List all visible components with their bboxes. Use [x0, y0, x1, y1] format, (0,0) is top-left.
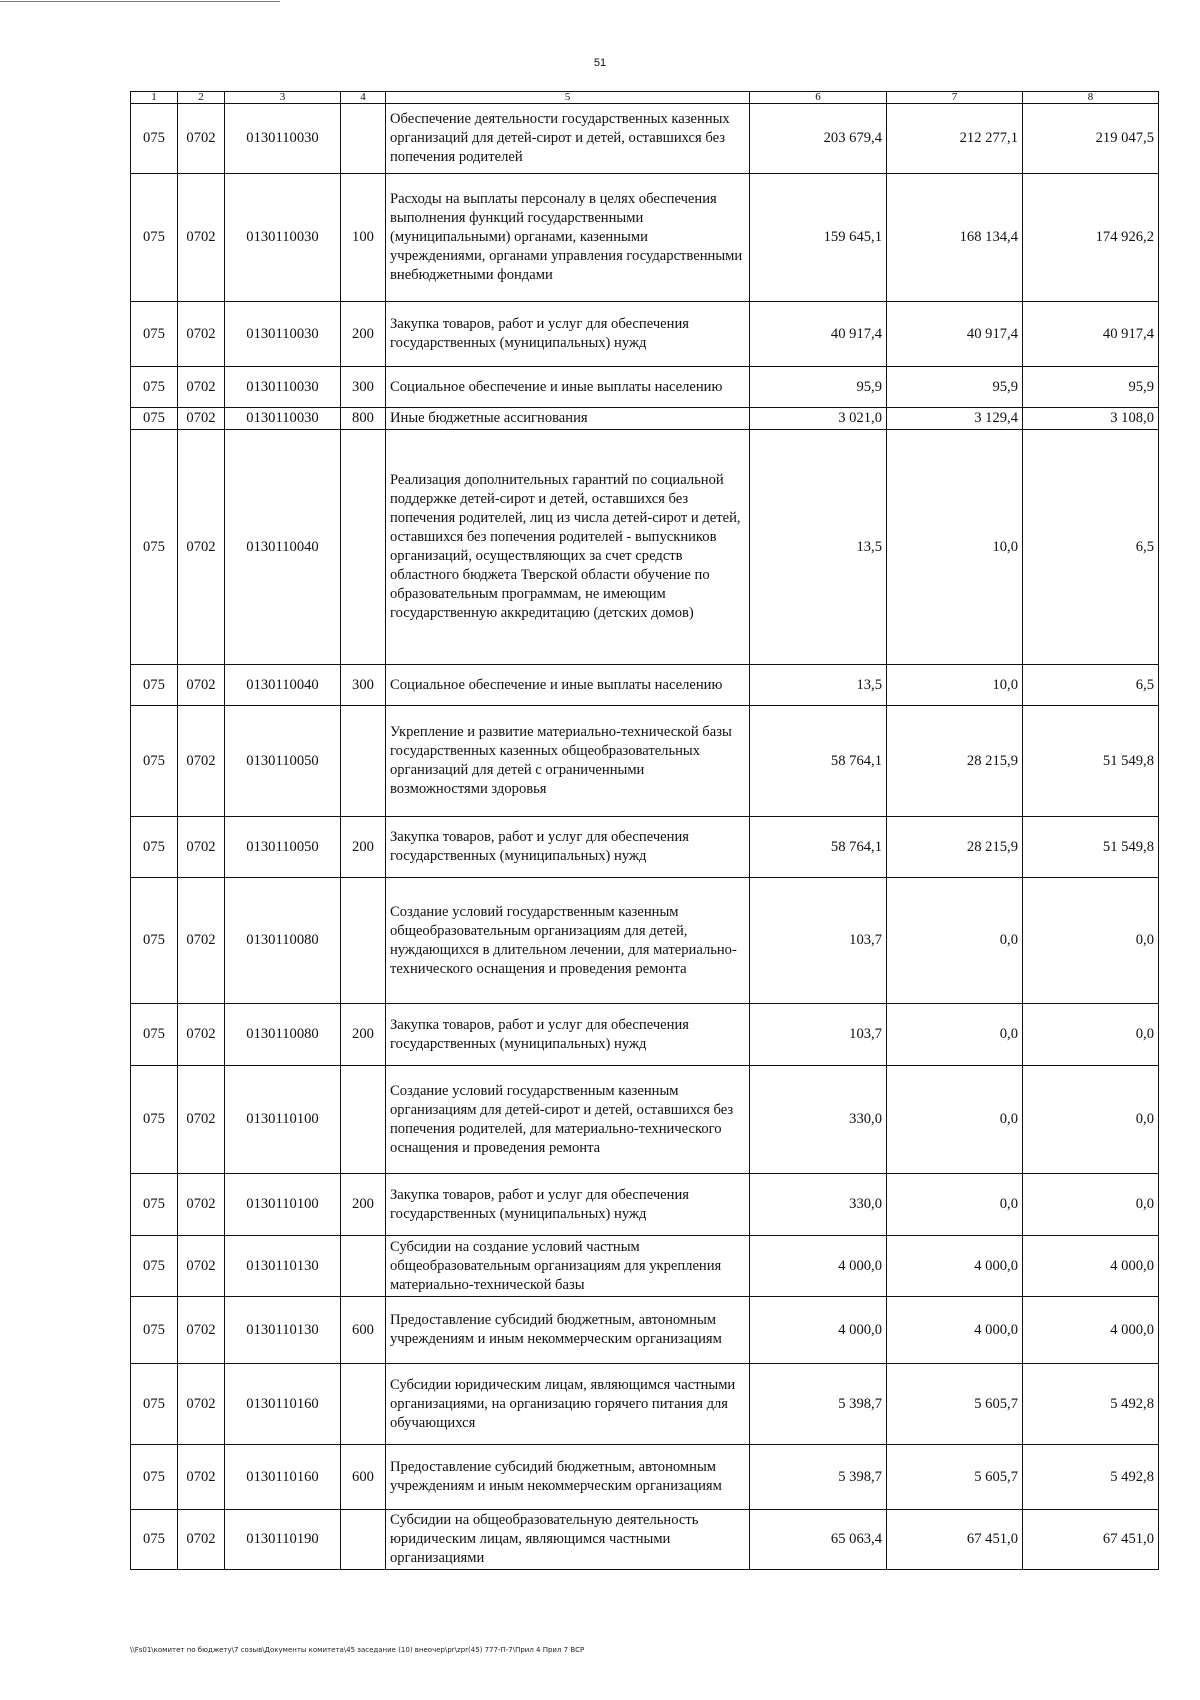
cell-admin-code: 075 [131, 1297, 178, 1364]
table-row [131, 1236, 1159, 1297]
header-row [131, 92, 1159, 104]
cell-admin-code: 075 [131, 1066, 178, 1174]
cell-section-code: 0702 [178, 878, 225, 1004]
cell-target-code: 0130110100 [225, 1066, 341, 1174]
cell-target-code: 0130110040 [225, 665, 341, 706]
cell-amount-year2: 95,9 [887, 367, 1023, 408]
cell-amount-year2: 28 215,9 [887, 817, 1023, 878]
cell-target-code: 0130110030 [225, 367, 341, 408]
cell-amount-year1: 13,5 [750, 665, 887, 706]
table-row [131, 1510, 1159, 1570]
cell-expense-type [341, 104, 386, 174]
table-row [131, 302, 1159, 367]
cell-expense-type: 200 [341, 302, 386, 367]
cell-section-code: 0702 [178, 1364, 225, 1445]
cell-target-code: 0130110080 [225, 878, 341, 1004]
cell-amount-year3: 0,0 [1023, 1066, 1159, 1174]
cell-description: Иные бюджетные ассигнования [386, 408, 750, 430]
cell-admin-code: 075 [131, 1004, 178, 1066]
cell-section-code: 0702 [178, 104, 225, 174]
cell-amount-year1: 4 000,0 [750, 1236, 887, 1297]
cell-amount-year1: 58 764,1 [750, 817, 887, 878]
cell-amount-year3: 5 492,8 [1023, 1445, 1159, 1510]
cell-description: Закупка товаров, работ и услуг для обеспечения государственных (муниципальных) нужд [386, 1174, 750, 1236]
cell-target-code: 0130110030 [225, 302, 341, 367]
cell-amount-year2: 0,0 [887, 878, 1023, 1004]
cell-section-code: 0702 [178, 430, 225, 665]
cell-amount-year2: 4 000,0 [887, 1236, 1023, 1297]
table-row [131, 817, 1159, 878]
cell-amount-year2: 0,0 [887, 1174, 1023, 1236]
cell-target-code: 0130110190 [225, 1510, 341, 1570]
file-path-footer: \\Fs01\комитет по бюджету\7 созыв\Документы комитета\45 заседание (10) внеочер\pr\zpr(45) 777-П-7\Прил 4 Прил 7 ВСР [130, 1646, 585, 1654]
cell-amount-year1: 3 021,0 [750, 408, 887, 430]
col-header-5: 5 [386, 92, 750, 104]
cell-amount-year1: 40 917,4 [750, 302, 887, 367]
table-row [131, 1066, 1159, 1174]
cell-expense-type [341, 1364, 386, 1445]
cell-amount-year1: 5 398,7 [750, 1445, 887, 1510]
cell-description: Социальное обеспечение и иные выплаты населению [386, 367, 750, 408]
cell-amount-year3: 95,9 [1023, 367, 1159, 408]
cell-description: Субсидии на создание условий частным общеобразовательным организациям для укрепления материально-технической базы [386, 1236, 750, 1297]
cell-admin-code: 075 [131, 430, 178, 665]
cell-target-code: 0130110130 [225, 1297, 341, 1364]
cell-target-code: 0130110130 [225, 1236, 341, 1297]
cell-section-code: 0702 [178, 408, 225, 430]
cell-expense-type: 200 [341, 1004, 386, 1066]
cell-description: Предоставление субсидий бюджетным, автономным учреждениям и иным некоммерческим организациям [386, 1297, 750, 1364]
cell-amount-year1: 330,0 [750, 1066, 887, 1174]
cell-amount-year3: 0,0 [1023, 1174, 1159, 1236]
cell-expense-type [341, 878, 386, 1004]
cell-admin-code: 075 [131, 104, 178, 174]
cell-amount-year3: 67 451,0 [1023, 1510, 1159, 1570]
cell-admin-code: 075 [131, 1510, 178, 1570]
cell-admin-code: 075 [131, 1364, 178, 1445]
table-row [131, 408, 1159, 430]
cell-amount-year3: 51 549,8 [1023, 817, 1159, 878]
page-number: 51 [593, 57, 607, 69]
cell-amount-year3: 0,0 [1023, 878, 1159, 1004]
cell-section-code: 0702 [178, 1174, 225, 1236]
cell-expense-type: 800 [341, 408, 386, 430]
cell-amount-year3: 4 000,0 [1023, 1297, 1159, 1364]
cell-description: Субсидии юридическим лицам, являющимся частными организациями, на организацию горячего питания для обучающихся [386, 1364, 750, 1445]
cell-amount-year1: 65 063,4 [750, 1510, 887, 1570]
cell-target-code: 0130110160 [225, 1364, 341, 1445]
cell-admin-code: 075 [131, 408, 178, 430]
cell-amount-year2: 212 277,1 [887, 104, 1023, 174]
cell-amount-year3: 3 108,0 [1023, 408, 1159, 430]
cell-description: Создание условий государственным казенным общеобразовательным организациям для детей, нуждающихся в длительном лечении, для материально-технического оснащения и проведения ремонта [386, 878, 750, 1004]
cell-amount-year1: 95,9 [750, 367, 887, 408]
cell-amount-year3: 219 047,5 [1023, 104, 1159, 174]
cell-expense-type: 200 [341, 1174, 386, 1236]
cell-section-code: 0702 [178, 174, 225, 302]
cell-amount-year1: 58 764,1 [750, 706, 887, 817]
cell-target-code: 0130110030 [225, 174, 341, 302]
col-header-6: 6 [750, 92, 887, 104]
col-header-4: 4 [341, 92, 386, 104]
table-row [131, 1445, 1159, 1510]
cell-description: Закупка товаров, работ и услуг для обеспечения государственных (муниципальных) нужд [386, 1004, 750, 1066]
cell-expense-type: 100 [341, 174, 386, 302]
cell-target-code: 0130110100 [225, 1174, 341, 1236]
col-header-8: 8 [1023, 92, 1159, 104]
cell-section-code: 0702 [178, 706, 225, 817]
cell-section-code: 0702 [178, 1066, 225, 1174]
cell-amount-year2: 5 605,7 [887, 1364, 1023, 1445]
cell-amount-year2: 10,0 [887, 665, 1023, 706]
cell-expense-type: 300 [341, 367, 386, 408]
cell-admin-code: 075 [131, 1445, 178, 1510]
cell-amount-year3: 0,0 [1023, 1004, 1159, 1066]
cell-target-code: 0130110050 [225, 817, 341, 878]
table-row [131, 104, 1159, 174]
cell-expense-type: 200 [341, 817, 386, 878]
table-row [131, 367, 1159, 408]
cell-section-code: 0702 [178, 302, 225, 367]
cell-amount-year3: 174 926,2 [1023, 174, 1159, 302]
cell-amount-year3: 40 917,4 [1023, 302, 1159, 367]
cell-admin-code: 075 [131, 1236, 178, 1297]
cell-amount-year3: 6,5 [1023, 665, 1159, 706]
cell-admin-code: 075 [131, 878, 178, 1004]
cell-target-code: 0130110080 [225, 1004, 341, 1066]
cell-expense-type [341, 430, 386, 665]
cell-description: Обеспечение деятельности государственных казенных организаций для детей-сирот и детей, оставшихся без попечения родителей [386, 104, 750, 174]
budget-table [130, 91, 1159, 1570]
cell-description: Социальное обеспечение и иные выплаты населению [386, 665, 750, 706]
cell-amount-year1: 159 645,1 [750, 174, 887, 302]
cell-amount-year2: 0,0 [887, 1004, 1023, 1066]
cell-amount-year3: 51 549,8 [1023, 706, 1159, 817]
col-header-2: 2 [178, 92, 225, 104]
cell-target-code: 0130110160 [225, 1445, 341, 1510]
cell-section-code: 0702 [178, 1236, 225, 1297]
cell-target-code: 0130110050 [225, 706, 341, 817]
table-row [131, 430, 1159, 665]
table-row [131, 706, 1159, 817]
cell-description: Закупка товаров, работ и услуг для обеспечения государственных (муниципальных) нужд [386, 302, 750, 367]
cell-amount-year3: 4 000,0 [1023, 1236, 1159, 1297]
cell-admin-code: 075 [131, 367, 178, 408]
cell-amount-year2: 28 215,9 [887, 706, 1023, 817]
cell-expense-type [341, 1066, 386, 1174]
cell-admin-code: 075 [131, 174, 178, 302]
table-row [131, 1297, 1159, 1364]
cell-amount-year3: 5 492,8 [1023, 1364, 1159, 1445]
cell-admin-code: 075 [131, 665, 178, 706]
cell-amount-year2: 168 134,4 [887, 174, 1023, 302]
cell-amount-year2: 40 917,4 [887, 302, 1023, 367]
cell-expense-type [341, 1236, 386, 1297]
cell-amount-year3: 6,5 [1023, 430, 1159, 665]
cell-amount-year2: 3 129,4 [887, 408, 1023, 430]
cell-target-code: 0130110030 [225, 104, 341, 174]
table-row [131, 665, 1159, 706]
cell-amount-year2: 67 451,0 [887, 1510, 1023, 1570]
cell-description: Создание условий государственным казенным организациям для детей-сирот и детей, оставшихся без попечения родителей, для материально-технического оснащения и проведения ремонта [386, 1066, 750, 1174]
col-header-1: 1 [131, 92, 178, 104]
cell-amount-year1: 5 398,7 [750, 1364, 887, 1445]
cell-amount-year1: 203 679,4 [750, 104, 887, 174]
cell-description: Субсидии на общеобразовательную деятельность юридическим лицам, являющимся частными организациями [386, 1510, 750, 1570]
cell-section-code: 0702 [178, 1510, 225, 1570]
scan-edge-line [0, 1, 280, 2]
cell-expense-type: 600 [341, 1297, 386, 1364]
cell-section-code: 0702 [178, 665, 225, 706]
cell-expense-type [341, 706, 386, 817]
col-header-7: 7 [887, 92, 1023, 104]
cell-description: Расходы на выплаты персоналу в целях обеспечения выполнения функций государственными (муниципальными) органами, казенными учреждениями, органами управления государственными внебюджетными фондами [386, 174, 750, 302]
table-row [131, 174, 1159, 302]
cell-description: Реализация дополнительных гарантий по социальной поддержке детей-сирот и детей, оставшихся без попечения родителей, лиц из числа детей-сирот и детей, оставшихся без попечения родителей - выпускников организаций, осуществляющих за счет средств областного бюджета Тверской области обучение по образовательным программам, не имеющим государственную аккредитацию (детских домов) [386, 430, 750, 665]
cell-amount-year1: 4 000,0 [750, 1297, 887, 1364]
cell-admin-code: 075 [131, 817, 178, 878]
cell-description: Закупка товаров, работ и услуг для обеспечения государственных (муниципальных) нужд [386, 817, 750, 878]
table-row [131, 1174, 1159, 1236]
cell-section-code: 0702 [178, 367, 225, 408]
cell-amount-year2: 0,0 [887, 1066, 1023, 1174]
cell-admin-code: 075 [131, 302, 178, 367]
cell-target-code: 0130110030 [225, 408, 341, 430]
cell-section-code: 0702 [178, 1297, 225, 1364]
cell-description: Укрепление и развитие материально-технической базы государственных казенных общеобразовательных организаций для детей с ограниченными возможностями здоровья [386, 706, 750, 817]
cell-expense-type: 600 [341, 1445, 386, 1510]
cell-amount-year1: 330,0 [750, 1174, 887, 1236]
cell-expense-type [341, 1510, 386, 1570]
cell-description: Предоставление субсидий бюджетным, автономным учреждениям и иным некоммерческим организациям [386, 1445, 750, 1510]
cell-amount-year2: 4 000,0 [887, 1297, 1023, 1364]
cell-amount-year2: 10,0 [887, 430, 1023, 665]
cell-target-code: 0130110040 [225, 430, 341, 665]
cell-amount-year2: 5 605,7 [887, 1445, 1023, 1510]
cell-section-code: 0702 [178, 1004, 225, 1066]
cell-section-code: 0702 [178, 817, 225, 878]
cell-admin-code: 075 [131, 706, 178, 817]
table-row [131, 1364, 1159, 1445]
cell-amount-year1: 103,7 [750, 1004, 887, 1066]
col-header-3: 3 [225, 92, 341, 104]
table-row [131, 1004, 1159, 1066]
cell-expense-type: 300 [341, 665, 386, 706]
table-row [131, 878, 1159, 1004]
cell-admin-code: 075 [131, 1174, 178, 1236]
cell-section-code: 0702 [178, 1445, 225, 1510]
cell-amount-year1: 103,7 [750, 878, 887, 1004]
cell-amount-year1: 13,5 [750, 430, 887, 665]
